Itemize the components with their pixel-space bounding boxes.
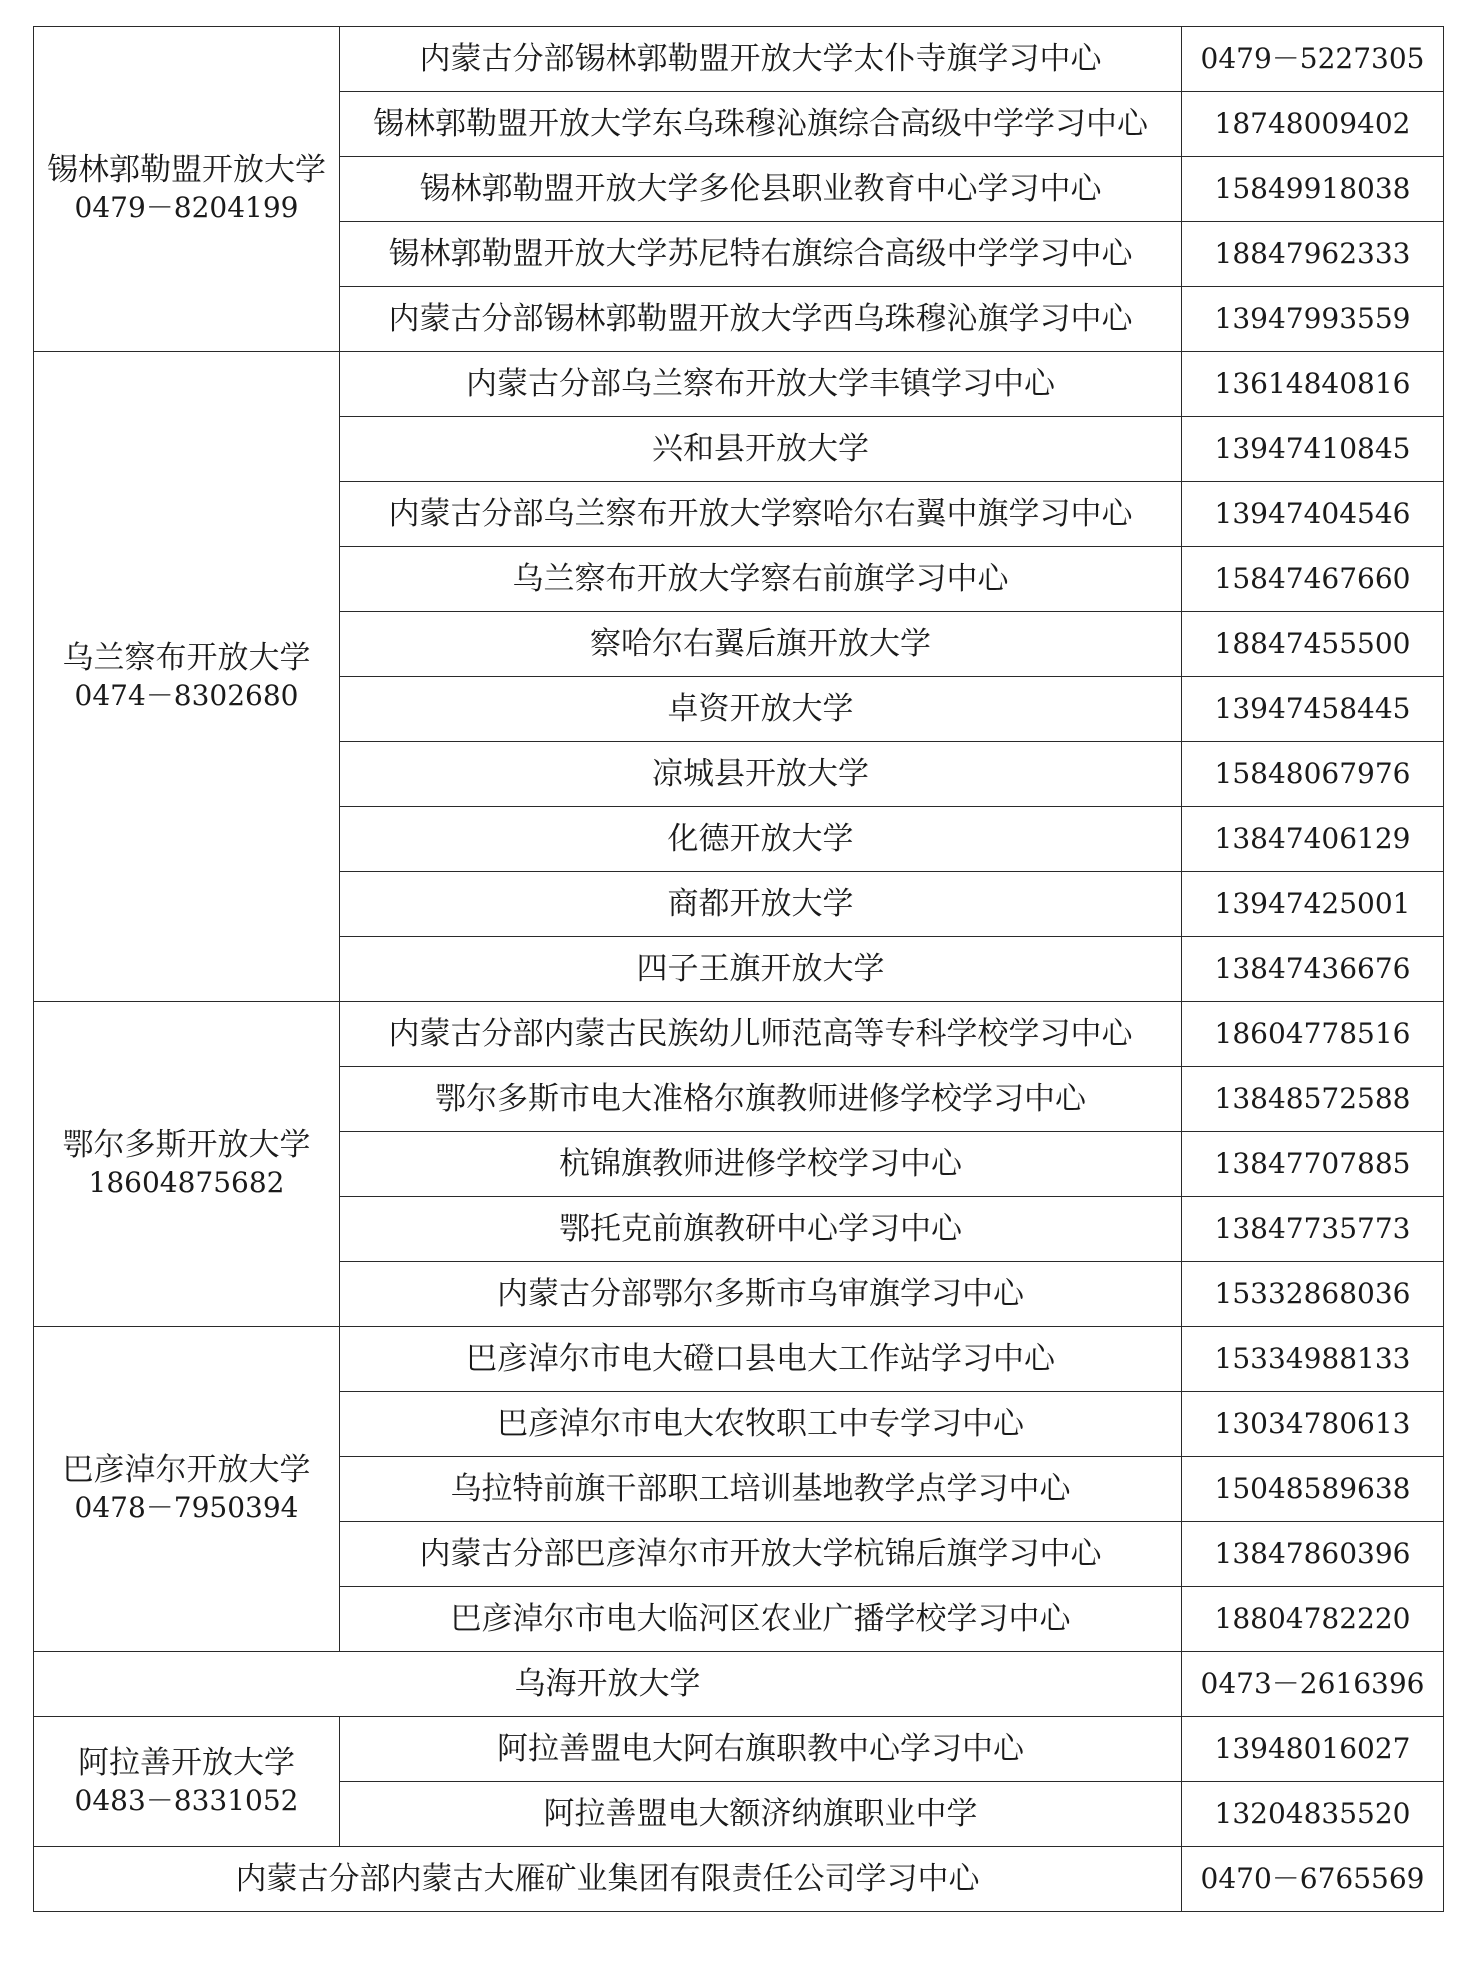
center-phone: 15848067976 <box>1182 742 1444 807</box>
branch-phone: 0479－8204199 <box>74 191 299 224</box>
center-name: 杭锦旗教师进修学校学习中心 <box>340 1132 1182 1197</box>
branch-phone: 0478－7950394 <box>74 1491 299 1524</box>
center-name: 巴彦淖尔市电大临河区农业广播学校学习中心 <box>340 1587 1182 1652</box>
center-phone: 15048589638 <box>1182 1457 1444 1522</box>
branch-cell-ordos <box>34 1002 340 1327</box>
branch-name: 锡林郭勒盟开放大学 <box>47 152 326 188</box>
center-name: 化德开放大学 <box>340 807 1182 872</box>
table-row <box>34 352 1444 417</box>
center-name: 商都开放大学 <box>340 872 1182 937</box>
center-phone: 18847962333 <box>1182 222 1444 287</box>
branch-phone: 0483－8331052 <box>74 1783 299 1817</box>
center-name: 巴彦淖尔市电大农牧职工中专学习中心 <box>340 1392 1182 1457</box>
center-name: 凉城县开放大学 <box>340 742 1182 807</box>
branch-name: 鄂尔多斯开放大学 <box>62 1127 311 1163</box>
center-name: 内蒙古分部乌兰察布开放大学察哈尔右翼中旗学习中心 <box>340 482 1182 547</box>
center-name: 锡林郭勒盟开放大学多伦县职业教育中心学习中心 <box>340 157 1182 222</box>
center-name: 鄂尔多斯市电大准格尔旗教师进修学校学习中心 <box>340 1067 1182 1132</box>
table-row <box>34 27 1444 92</box>
center-phone: 13848572588 <box>1182 1067 1444 1132</box>
center-phone: 13847860396 <box>1182 1522 1444 1587</box>
wuhai-name: 乌海开放大学 <box>34 1652 1182 1717</box>
branch-cell-alxa <box>34 1717 340 1847</box>
table-row <box>34 1717 1444 1782</box>
center-name: 锡林郭勒盟开放大学东乌珠穆沁旗综合高级中学学习中心 <box>340 92 1182 157</box>
table-row <box>34 1847 1444 1912</box>
learning-center-contact-table <box>33 26 1444 1912</box>
center-phone: 18604778516 <box>1182 1002 1444 1067</box>
table-row <box>34 1002 1444 1067</box>
center-name: 内蒙古分部内蒙古民族幼儿师范高等专科学校学习中心 <box>340 1002 1182 1067</box>
center-name: 察哈尔右翼后旗开放大学 <box>340 612 1182 677</box>
center-phone: 13614840816 <box>1182 352 1444 417</box>
center-phone: 15332868036 <box>1182 1262 1444 1327</box>
center-name: 乌兰察布开放大学察右前旗学习中心 <box>340 547 1182 612</box>
center-phone: 18804782220 <box>1182 1587 1444 1652</box>
center-phone: 13204835520 <box>1182 1782 1444 1847</box>
dayan-phone: 0470－6765569 <box>1182 1847 1444 1912</box>
center-name: 阿拉善盟电大阿右旗职教中心学习中心 <box>340 1717 1182 1782</box>
center-phone: 15847467660 <box>1182 547 1444 612</box>
center-name: 内蒙古分部锡林郭勒盟开放大学太仆寺旗学习中心 <box>340 27 1182 92</box>
center-name: 内蒙古分部锡林郭勒盟开放大学西乌珠穆沁旗学习中心 <box>340 287 1182 352</box>
center-name: 锡林郭勒盟开放大学苏尼特右旗综合高级中学学习中心 <box>340 222 1182 287</box>
center-name: 鄂托克前旗教研中心学习中心 <box>340 1197 1182 1262</box>
center-phone: 13847707885 <box>1182 1132 1444 1197</box>
center-phone: 13947993559 <box>1182 287 1444 352</box>
center-phone: 13948016027 <box>1182 1717 1444 1782</box>
center-name: 内蒙古分部巴彦淖尔市开放大学杭锦后旗学习中心 <box>340 1522 1182 1587</box>
branch-name: 乌兰察布开放大学 <box>62 639 311 676</box>
center-phone: 13947410845 <box>1182 417 1444 482</box>
branch-name: 巴彦淖尔开放大学 <box>62 1452 311 1488</box>
branch-phone: 0474－8302680 <box>74 678 299 712</box>
center-phone: 0479－5227305 <box>1182 27 1444 92</box>
center-name: 阿拉善盟电大额济纳旗职业中学 <box>340 1782 1182 1847</box>
center-name: 卓资开放大学 <box>340 677 1182 742</box>
center-phone: 15849918038 <box>1182 157 1444 222</box>
table-row <box>34 1327 1444 1392</box>
contact-table-page <box>33 26 1444 1912</box>
center-phone: 18847455500 <box>1182 612 1444 677</box>
branch-phone: 18604875682 <box>88 1166 285 1199</box>
center-phone: 13947425001 <box>1182 872 1444 937</box>
branch-cell-ulanqab <box>34 352 340 1002</box>
center-phone: 13034780613 <box>1182 1392 1444 1457</box>
center-phone: 18748009402 <box>1182 92 1444 157</box>
center-name: 巴彦淖尔市电大磴口县电大工作站学习中心 <box>340 1327 1182 1392</box>
branch-cell-bayannur <box>34 1327 340 1652</box>
center-name: 兴和县开放大学 <box>340 417 1182 482</box>
center-name: 四子王旗开放大学 <box>340 937 1182 1002</box>
branch-name: 阿拉善开放大学 <box>78 1744 295 1781</box>
wuhai-phone: 0473－2616396 <box>1182 1652 1444 1717</box>
center-phone: 13847735773 <box>1182 1197 1444 1262</box>
center-name: 乌拉特前旗干部职工培训基地教学点学习中心 <box>340 1457 1182 1522</box>
center-phone: 13947404546 <box>1182 482 1444 547</box>
center-name: 内蒙古分部鄂尔多斯市乌审旗学习中心 <box>340 1262 1182 1327</box>
dayan-name: 内蒙古分部内蒙古大雁矿业集团有限责任公司学习中心 <box>34 1847 1182 1912</box>
center-name: 内蒙古分部乌兰察布开放大学丰镇学习中心 <box>340 352 1182 417</box>
center-phone: 13847436676 <box>1182 937 1444 1002</box>
table-row <box>34 1652 1444 1717</box>
center-phone: 13847406129 <box>1182 807 1444 872</box>
center-phone: 15334988133 <box>1182 1327 1444 1392</box>
center-phone: 13947458445 <box>1182 677 1444 742</box>
branch-cell-xilingol <box>34 27 340 352</box>
